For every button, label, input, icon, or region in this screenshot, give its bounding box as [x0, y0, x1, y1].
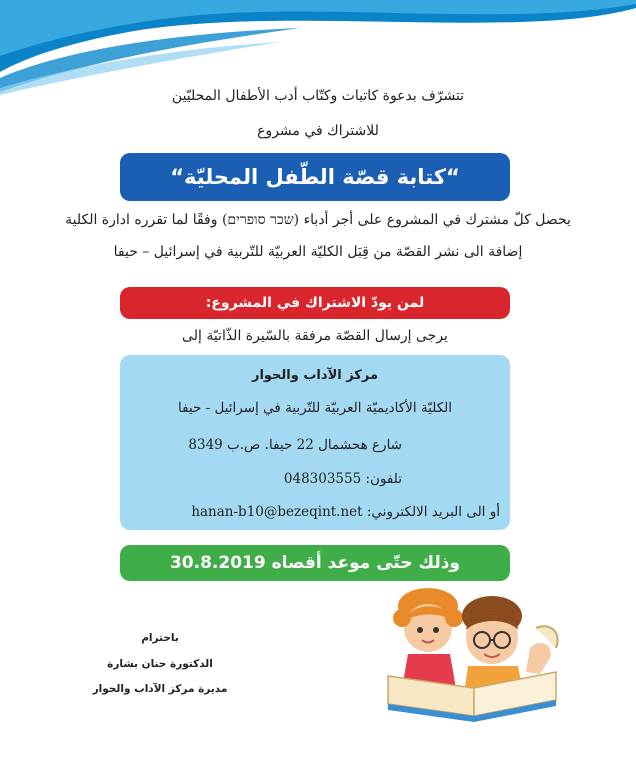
signature-greeting: باحترام	[141, 632, 179, 644]
deadline-banner: وذلك حتّى موعد أقصاه 30.8.2019	[120, 545, 510, 581]
postal-address: شارع هحشمال 22 حيفا. ص.ب 8349	[188, 437, 402, 453]
phone-number: تلفون: 048303555	[283, 471, 402, 487]
children-reading-illustration	[380, 588, 570, 723]
project-title-banner: “كتابة قصّة الطّفل المحليّة“	[120, 153, 510, 201]
send-instruction: يرجى إرسال القصّة مرفقة بالسّيرة الذّاتيّة إلى	[182, 328, 448, 344]
participate-heading-banner: لمن يودّ الاشتراك في المشروع:	[120, 287, 510, 319]
payment-info-line: يحصل كلّ مشترك في المشروع على أجر أدباء (שכר סופרים) وفقًا لما تقرره ادارة الكلية	[65, 212, 571, 228]
signature-title: مديرة مركز الآداب والحوار	[92, 683, 228, 695]
publication-info-line: إضافة الى نشر القصّة من قِبَل الكليّة العربيّة للتّربية في إسرائيل – حيفا	[113, 244, 523, 260]
email-address[interactable]: أو الى البريد الالكتروني: hanan-b10@bezeqint.net	[191, 504, 500, 520]
invitation-line: تتشرّف بدعوة كاتبات وكتّاب أدب الأطفال المحليّين	[171, 88, 465, 104]
college-name: الكليّة الأكاديميّة العربيّة للتّربية في إسرائيل - حيفا	[177, 400, 453, 416]
contact-info-box	[120, 355, 510, 530]
signature-name: الدكتورة حنان بشارة	[107, 658, 213, 670]
top-wave-decoration	[0, 0, 636, 95]
center-name: مركز الآداب والحوار	[251, 368, 379, 383]
invitation-subline: للاشتراك في مشروع	[257, 123, 379, 139]
